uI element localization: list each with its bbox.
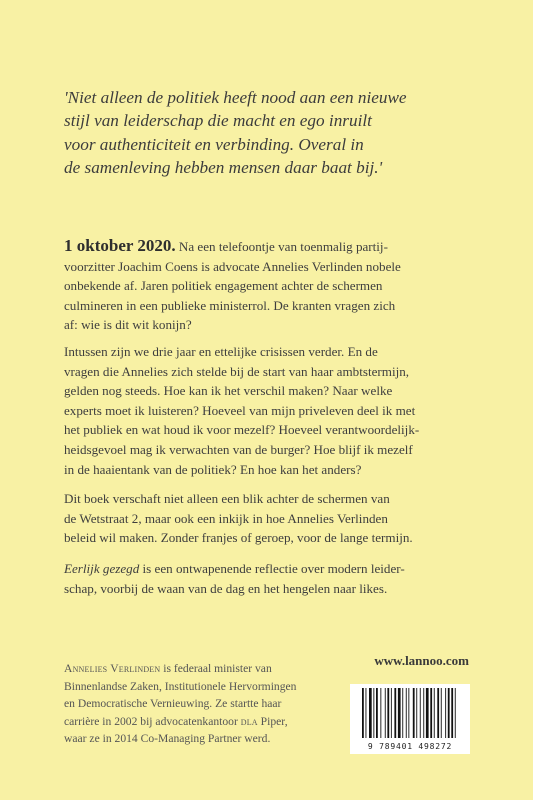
barcode-bar: [413, 688, 415, 738]
text-line: culmineren in een publieke ministerrol. De kranten vragen zich: [64, 297, 396, 313]
barcode-bar: [423, 688, 424, 738]
barcode-bar: [416, 688, 417, 738]
blurb-paragraph-1: [64, 236, 479, 335]
isbn-number: 9 789401 498272: [367, 742, 453, 751]
barcode-bar: [391, 688, 392, 738]
text-line: waar ze in 2014 Co-Managing Partner werd.: [64, 732, 271, 745]
text-line: het publiek en wat houd ik voor mezelf? Hoeveel verantwoordelijk-: [64, 422, 420, 438]
text-line: Intussen zijn we drie jaar en ettelijke crisissen verder. En de: [64, 344, 378, 359]
barcode-bar: [394, 688, 396, 738]
text-line: af: wie is dit wit konijn?: [64, 317, 192, 333]
text-line: is federaal minister van: [160, 662, 272, 675]
text-line: onbekende af. Jaren politiek engagement achter de schermen: [64, 278, 383, 294]
quote-line: 'Niet alleen de politiek heeft nood aan een nieuwe: [64, 88, 407, 107]
text-line: Piper,: [257, 714, 288, 728]
text-line: heidsgevoel mag ik verwachten van de burger? Hoe blijf ik mezelf: [64, 441, 413, 457]
barcode-bar: [366, 688, 367, 738]
barcode-bar: [406, 688, 407, 738]
quote-line: stijl van leiderschap die macht en ego inruilt: [64, 111, 372, 131]
text-line: experts moet ik luisteren? Hoeveel van mijn priveleven deel ik met: [64, 402, 416, 418]
barcode-bar: [437, 688, 439, 738]
barcode-bar: [408, 688, 409, 738]
text-line: Dit boek verschaft niet alleen een blik achter de schermen van: [64, 491, 390, 506]
barcode-bar: [362, 688, 364, 738]
text-line: is een ontwapenende reflectie over modern leider-: [139, 561, 405, 576]
blurb-paragraph-4: [64, 559, 479, 598]
barcode-bar: [380, 688, 381, 738]
publisher-url[interactable]: www.lannoo.com: [374, 653, 469, 668]
barcode-bar: [430, 688, 432, 738]
quote-line: de samenleving hebben mensen daar baat bij.': [64, 158, 383, 178]
text-line: gelden nog steeds. Hoe kan ik het verschil maken? Naar welke: [64, 383, 393, 399]
barcode-bars: [360, 688, 460, 740]
text-line: in de haaientank van de politiek? En hoe kan het anders?: [64, 461, 362, 477]
barcode-bar: [445, 688, 446, 738]
barcode-bar: [385, 688, 386, 738]
text-line: Binnenlandse Zaken, Institutionele Hervormingen: [64, 679, 297, 693]
text-line: voorzitter Joachim Coens is advocate Annelies Verlinden nobele: [64, 258, 401, 274]
text-line: vragen die Annelies zich stelde bij de start van haar ambtstermijn,: [64, 363, 410, 379]
author-bio: [64, 660, 329, 748]
barcode-bar: [448, 688, 450, 738]
barcode: [350, 684, 470, 754]
barcode-bar: [426, 688, 429, 738]
text-line: schap, voorbij de waan van de dag en het hengelen naar likes.: [64, 580, 388, 596]
author-name: Annelies Verlinden: [64, 662, 161, 675]
blurb-paragraph-3: [64, 489, 479, 548]
barcode-bar: [420, 688, 421, 738]
book-title: Eerlijk gezegd: [64, 561, 140, 576]
barcode-bar: [373, 688, 374, 738]
barcode-bar: [402, 688, 403, 738]
quote-line: voor authenticiteit en verbinding. Overal in: [64, 134, 364, 154]
barcode-bar: [369, 688, 372, 738]
back-cover-quote: [64, 86, 484, 180]
text-line: en Democratische Vernieuwing. Ze startte haar: [64, 697, 282, 710]
barcode-bar: [451, 688, 453, 738]
blurb-paragraph-2: [64, 342, 479, 479]
barcode-bar: [434, 688, 435, 738]
date-lead: 1 oktober 2020.: [64, 236, 176, 255]
firm-name: dla: [240, 714, 258, 728]
barcode-bar: [455, 688, 456, 738]
barcode-bar: [441, 688, 442, 738]
barcode-bar: [398, 688, 401, 738]
text-line: beleid wil maken. Zonder franjes of geroep, voor de lange termijn.: [64, 530, 413, 546]
text-line: Na een telefoontje van toenmalig partij-: [175, 239, 388, 254]
text-line: de Wetstraat 2, maar ook een inkijk in hoe Annelies Verlinden: [64, 510, 388, 526]
text-line: carrière in 2002 bij advocatenkantoor: [64, 714, 241, 728]
barcode-bar: [376, 688, 378, 738]
barcode-bar: [387, 688, 389, 738]
